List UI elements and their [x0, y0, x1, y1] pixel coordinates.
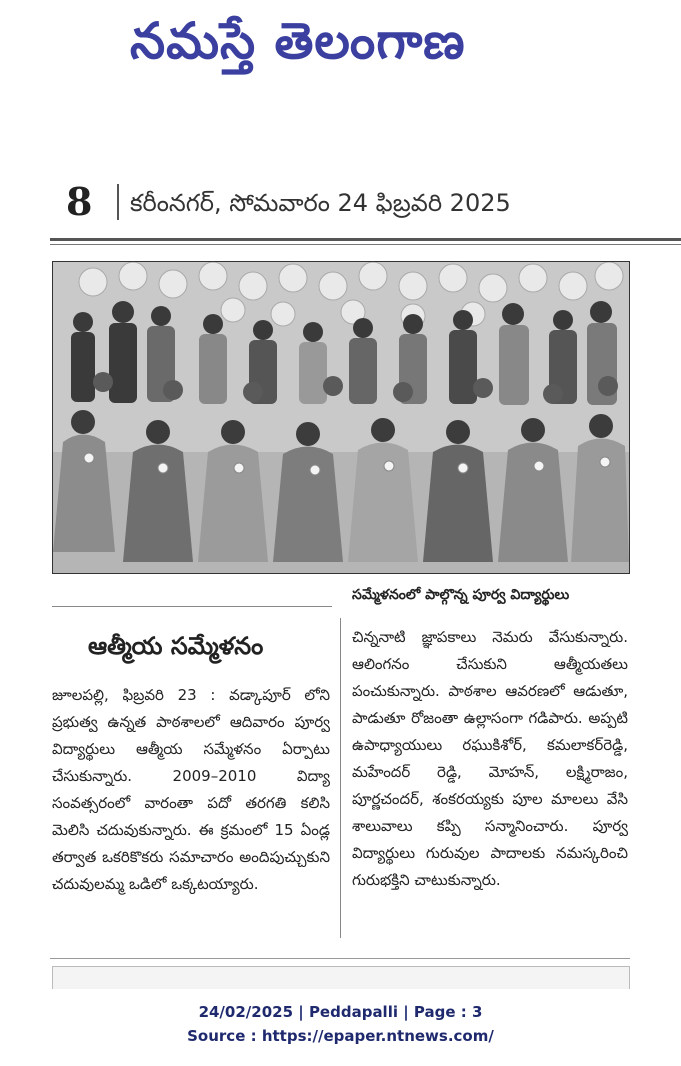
header-rule [50, 238, 681, 241]
newspaper-masthead: నమస్తే తెలంగాణ [130, 12, 466, 70]
article-paragraph-right: చిన్ననాటి జ్ఞాపకాలు నెమరు వేసుకున్నారు. ఆలింగనం చేసుకుని ఆత్మీయతలు పంచుకున్నారు. పాఠశాల ఆవరణలో ఆడుతూ, పాడుతూ రోజంతా ఉల్లాసంగా గడిపారు. అప్పటి ఉపాధ్యాయులు రఘుకిశోర్, కమలాకర్‌రెడ్డి, మహేందర్ రెడ్డి, మోహన్, లక్ష్మిరాజం, పూర్ణచందర్, శంకరయ్యకు పూల మాలలు వేసి శాలువాలు కప్పి సన్మానించారు. పూర్వ విద్యార్థులు గురువుల పాదాలకు నమస్కరించి గురుభక్తిని చాటుకున్నారు. [352, 628, 628, 889]
page-number: 8 [66, 179, 93, 224]
footer-edition-info: 24/02/2025 | Peddapalli | Page : 3 [198, 1003, 483, 1021]
article-column-left [52, 682, 330, 898]
event-photo [52, 261, 630, 574]
article-top-rule [52, 606, 332, 607]
article-bottom-rule [50, 958, 630, 959]
next-article-frame [52, 966, 630, 989]
article-headline: ఆత్మీయ సమ్మేళనం [88, 632, 264, 660]
footer-source-link[interactable]: Source : https://epaper.ntnews.com/ [187, 1027, 494, 1045]
header-rule-thin [50, 244, 681, 245]
column-divider [340, 618, 341, 938]
page-number-separator [117, 184, 119, 220]
photo-caption: సమ్మేళనంలో పాల్గొన్న పూర్వ విద్యార్థులు [352, 587, 570, 603]
dateline: కరీంనగర్, సోమవారం 24 ఫిబ్రవరి 2025 [130, 189, 511, 217]
article-paragraph-left: జూలపల్లి, ఫిబ్రవరి 23 : వడ్కాపూర్ లోని ప్రభుత్వ ఉన్నత పాఠశాలలో ఆదివారం పూర్వ విద్యార్థులు ఆత్మీయ సమ్మేళనం ఏర్పాటు చేసుకున్నారు. 2009–2010 విద్యా సంవత్సరంలో వారంతా పదో తరగతి కలిసి మెలిసి చదువుకున్నారు. ఈ క్రమంలో 15 ఏండ్ల తర్వాత ఒకరికొకరు సమాచారం అందిపుచ్చుకుని చదువులమ్మ ఒడిలో ఒక్కటయ్యారు. [52, 686, 330, 893]
article-column-right [352, 624, 628, 894]
group-photo-illustration [53, 262, 629, 573]
